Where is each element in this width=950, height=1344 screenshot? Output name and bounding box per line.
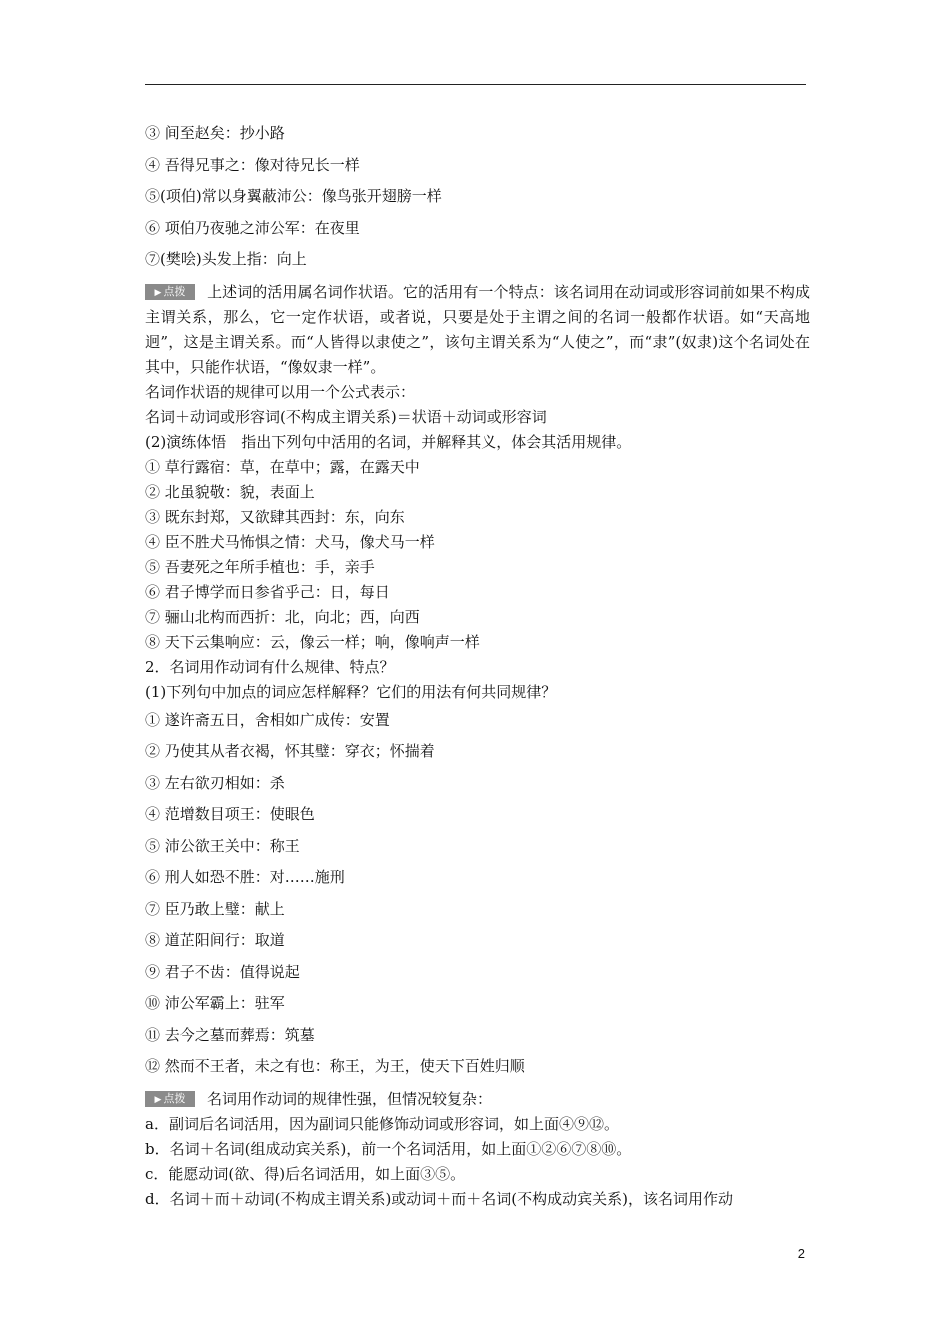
list-item: ⑤ 沛公欲王关中：称王: [145, 836, 300, 855]
list-item: ⑨ 君子不齿：值得说起: [145, 962, 300, 981]
tip-paragraph: [145, 280, 810, 380]
list-item: ② 北虽貌敬：貌，表面上: [145, 482, 315, 501]
formula-intro: 名词作状语的规律可以用一个公式表示：: [145, 382, 416, 401]
list-item: ② 乃使其从者衣褐，怀其璧：穿衣；怀揣着: [145, 742, 435, 760]
list-item: ⑧ 道芷阳间行：取道: [145, 931, 285, 949]
list-item: ④ 臣不胜犬马怖惧之情：犬马，像犬马一样: [145, 532, 435, 551]
list-item: ⑤ 吾妻死之年所手植也：手，亲手: [145, 557, 375, 576]
list-item: ⑤(项伯)常以身翼蔽沛公：像鸟张开翅膀一样: [145, 187, 442, 205]
practice-list: [145, 455, 810, 655]
list-item: ⑦ 骊山北构而西折：北，向北；西，向西: [145, 607, 420, 626]
list-item: ③ 左右欲刃相如：杀: [145, 773, 285, 792]
list-item: ① 遂许斋五日，舍相如广成传：安置: [145, 710, 390, 729]
tip-text: 上述词的活用属名词作状语。它的活用有一个特点：该名词用在动词或形容词前如果不构成主谓关系，那么，它一定作状语，或者说，只要是处于主谓之间的名词一般都作状语。如“天高地迥”，这是主谓关系。而“人皆得以隶使之”，该句主谓关系为“人使之”，而“隶”(奴隶)这个名词处在其中，只能作状语，“像奴隶一样”。: [145, 282, 810, 376]
header-rule: [145, 84, 806, 85]
page-content: [145, 118, 810, 1212]
tip-badge-label: 点拨: [163, 1091, 186, 1105]
list-item: ⑥ 刑人如恐不胜：对……施刑: [145, 868, 345, 886]
list-item: ⑥ 君子博学而日参省乎己：日，每日: [145, 582, 390, 601]
page-number: 2: [797, 1246, 805, 1261]
tip-badge-label: 点拨: [163, 284, 186, 298]
rule-list: [145, 1112, 810, 1212]
triangle-icon: ▶: [154, 1094, 162, 1105]
list-item: ⑩ 沛公军霸上：驻军: [145, 994, 285, 1012]
section-heading: 2．名词用作动词有什么规律、特点？: [145, 657, 395, 676]
list-item: ⑪ 去今之墓而葬焉：筑墓: [145, 1025, 315, 1044]
list-item: ⑥ 项伯乃夜驰之沛公军：在夜里: [145, 218, 360, 237]
list-item: b．名词＋名词(组成动宾关系)，前一个名词活用，如上面①②⑥⑦⑧⑩。: [145, 1139, 632, 1158]
list-item: ③ 间至赵矣：抄小路: [145, 124, 285, 142]
list-item: ⑫ 然而不王者，未之有也：称王，为王，使天下百姓归顺: [145, 1057, 525, 1075]
practice-heading: (2)演练体悟 指出下列句中活用的名词，并解释其义，体会其活用规律。: [145, 432, 632, 451]
list-item: ⑦(樊哙)头发上指：向上: [145, 250, 307, 268]
list-item: ④ 吾得兄事之：像对待兄长一样: [145, 155, 360, 174]
tip-text: 名词用作动词的规律性强，但情况较复杂：: [207, 1089, 493, 1108]
list-item: a．副词后名词活用，因为副词只能修饰动词或形容词，如上面④⑨⑫。: [145, 1114, 619, 1133]
formula: 名词＋动词或形容词(不构成主谓关系)＝状语＋动词或形容词: [145, 407, 547, 426]
triangle-icon: ▶: [154, 287, 162, 298]
example-list-adverbial: [145, 118, 810, 276]
list-item: d．名词＋而＋动词(不构成主谓关系)或动词＋而＋名词(不构成动宾关系)，该名词用作动: [145, 1189, 734, 1208]
list-item: ③ 既东封郑，又欲肆其西封：东，向东: [145, 507, 405, 526]
question-text: (1)下列句中加点的词应怎样解释？它们的用法有何共同规律？: [145, 682, 557, 701]
list-item: ① 草行露宿：草，在草中；露，在露天中: [145, 457, 420, 476]
list-item: c．能愿动词(欲、得)后名词活用，如上面③⑤。: [145, 1164, 466, 1183]
tip-badge: [145, 1091, 195, 1107]
tip-paragraph: [145, 1087, 810, 1112]
tip-badge: [145, 284, 195, 300]
example-list-verb: [145, 705, 810, 1083]
list-item: ⑦ 臣乃敢上璧：献上: [145, 899, 285, 918]
list-item: ⑧ 天下云集响应：云，像云一样；响，像响声一样: [145, 632, 480, 651]
list-item: ④ 范增数目项王：使眼色: [145, 805, 315, 823]
